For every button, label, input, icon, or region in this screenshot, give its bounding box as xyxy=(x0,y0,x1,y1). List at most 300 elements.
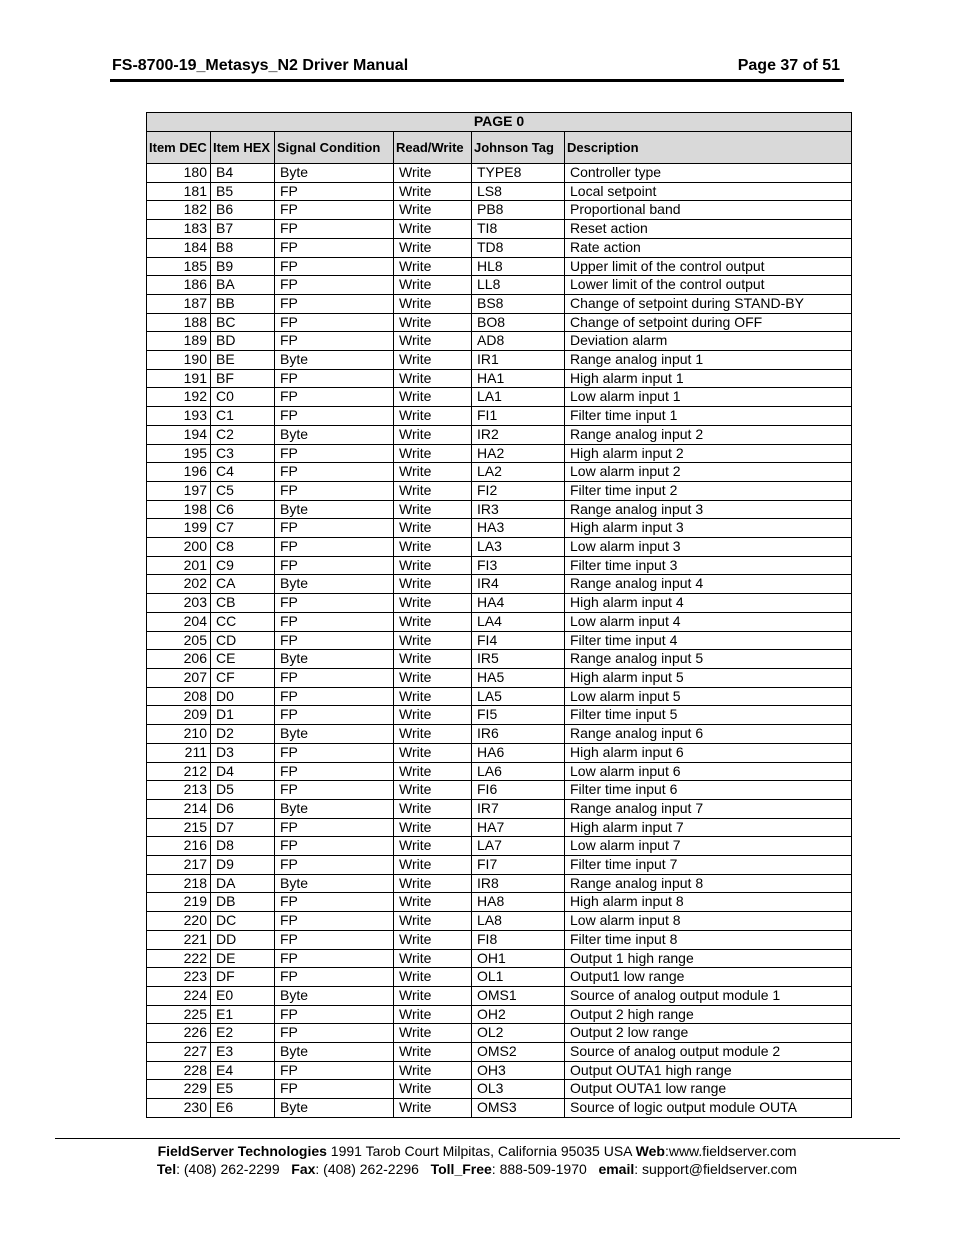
column-header: Johnson Tag xyxy=(472,132,565,164)
item-hex-cell: C2 xyxy=(211,425,275,444)
item-dec-cell: 209 xyxy=(147,706,211,725)
item-hex-cell: D7 xyxy=(211,818,275,837)
johnson-tag-cell: OH1 xyxy=(472,949,565,968)
column-header: Item DEC xyxy=(147,132,211,164)
table-row xyxy=(147,369,852,388)
item-hex-cell: E0 xyxy=(211,986,275,1005)
signal-condition-cell: Byte xyxy=(275,725,394,744)
item-hex-cell: E3 xyxy=(211,1043,275,1062)
table-row xyxy=(147,294,852,313)
table-row xyxy=(147,407,852,426)
johnson-tag-cell: OMS2 xyxy=(472,1043,565,1062)
signal-condition-cell: FP xyxy=(275,444,394,463)
johnson-tag-cell: LS8 xyxy=(472,182,565,201)
item-hex-cell: B4 xyxy=(211,164,275,183)
signal-condition-cell: FP xyxy=(275,238,394,257)
johnson-tag-cell: HA6 xyxy=(472,743,565,762)
item-hex-cell: C6 xyxy=(211,500,275,519)
column-header: Read/Write xyxy=(394,132,472,164)
item-hex-cell: B7 xyxy=(211,220,275,239)
item-hex-cell: B5 xyxy=(211,182,275,201)
read-write-cell: Write xyxy=(394,594,472,613)
item-dec-cell: 215 xyxy=(147,818,211,837)
table-row xyxy=(147,463,852,482)
table-row xyxy=(147,1061,852,1080)
johnson-tag-cell: IR6 xyxy=(472,725,565,744)
read-write-cell: Write xyxy=(394,481,472,500)
column-header: Item HEX xyxy=(211,132,275,164)
item-dec-cell: 229 xyxy=(147,1080,211,1099)
description-cell: Filter time input 2 xyxy=(565,481,852,500)
description-cell: Range analog input 4 xyxy=(565,575,852,594)
item-dec-cell: 187 xyxy=(147,294,211,313)
table-row xyxy=(147,781,852,800)
read-write-cell: Write xyxy=(394,351,472,370)
description-cell: Reset action xyxy=(565,220,852,239)
item-hex-cell: B9 xyxy=(211,257,275,276)
johnson-tag-cell: HA4 xyxy=(472,594,565,613)
page-header xyxy=(110,57,844,82)
signal-condition-cell: FP xyxy=(275,407,394,426)
item-hex-cell: C8 xyxy=(211,538,275,557)
table-row xyxy=(147,837,852,856)
item-dec-cell: 220 xyxy=(147,912,211,931)
johnson-tag-cell: OMS3 xyxy=(472,1099,565,1118)
read-write-cell: Write xyxy=(394,1099,472,1118)
item-hex-cell: C7 xyxy=(211,519,275,538)
item-dec-cell: 199 xyxy=(147,519,211,538)
read-write-cell: Write xyxy=(394,725,472,744)
read-write-cell: Write xyxy=(394,313,472,332)
read-write-cell: Write xyxy=(394,463,472,482)
description-cell: Source of analog output module 2 xyxy=(565,1043,852,1062)
signal-condition-cell: FP xyxy=(275,706,394,725)
document-title: FS-8700-19_Metasys_N2 Driver Manual xyxy=(112,57,409,74)
signal-condition-cell: Byte xyxy=(275,500,394,519)
item-dec-cell: 223 xyxy=(147,968,211,987)
read-write-cell: Write xyxy=(394,893,472,912)
read-write-cell: Write xyxy=(394,631,472,650)
description-cell: Range analog input 5 xyxy=(565,650,852,669)
item-dec-cell: 227 xyxy=(147,1043,211,1062)
description-cell: Filter time input 7 xyxy=(565,856,852,875)
description-cell: Output OUTA1 high range xyxy=(565,1061,852,1080)
signal-condition-cell: Byte xyxy=(275,1099,394,1118)
description-cell: Range analog input 3 xyxy=(565,500,852,519)
read-write-cell: Write xyxy=(394,238,472,257)
item-dec-cell: 206 xyxy=(147,650,211,669)
description-cell: Lower limit of the control output xyxy=(565,276,852,295)
footer-fax-value: : (408) 262-2296 xyxy=(315,1161,431,1177)
table-row xyxy=(147,687,852,706)
item-hex-cell: D3 xyxy=(211,743,275,762)
signal-condition-cell: FP xyxy=(275,313,394,332)
description-cell: Low alarm input 4 xyxy=(565,612,852,631)
table-row xyxy=(147,1043,852,1062)
description-cell: Source of analog output module 1 xyxy=(565,986,852,1005)
description-cell: Range analog input 1 xyxy=(565,351,852,370)
signal-condition-cell: FP xyxy=(275,762,394,781)
item-dec-cell: 185 xyxy=(147,257,211,276)
description-cell: Low alarm input 3 xyxy=(565,538,852,557)
footer-tollfree-value: : 888-509-1970 xyxy=(491,1161,599,1177)
description-cell: Filter time input 1 xyxy=(565,407,852,426)
table-row xyxy=(147,799,852,818)
item-hex-cell: DA xyxy=(211,874,275,893)
table-row xyxy=(147,519,852,538)
item-dec-cell: 201 xyxy=(147,556,211,575)
description-cell: Change of setpoint during OFF xyxy=(565,313,852,332)
table-row xyxy=(147,650,852,669)
item-hex-cell: D8 xyxy=(211,837,275,856)
item-hex-cell: CE xyxy=(211,650,275,669)
description-cell: Change of setpoint during STAND-BY xyxy=(565,294,852,313)
description-cell: Filter time input 4 xyxy=(565,631,852,650)
signal-condition-cell: Byte xyxy=(275,650,394,669)
signal-condition-cell: Byte xyxy=(275,351,394,370)
item-dec-cell: 228 xyxy=(147,1061,211,1080)
read-write-cell: Write xyxy=(394,388,472,407)
johnson-tag-cell: IR1 xyxy=(472,351,565,370)
read-write-cell: Write xyxy=(394,706,472,725)
item-dec-cell: 203 xyxy=(147,594,211,613)
description-cell: Upper limit of the control output xyxy=(565,257,852,276)
item-hex-cell: C3 xyxy=(211,444,275,463)
description-cell: High alarm input 5 xyxy=(565,668,852,687)
table-caption: PAGE 0 xyxy=(147,113,852,132)
item-hex-cell: E4 xyxy=(211,1061,275,1080)
johnson-tag-cell: LA4 xyxy=(472,612,565,631)
read-write-cell: Write xyxy=(394,500,472,519)
item-dec-cell: 222 xyxy=(147,949,211,968)
table-row xyxy=(147,706,852,725)
johnson-tag-cell: FI8 xyxy=(472,930,565,949)
table-row xyxy=(147,743,852,762)
signal-condition-cell: FP xyxy=(275,463,394,482)
table-row xyxy=(147,388,852,407)
footer-tel-label: Tel xyxy=(156,1161,177,1177)
signal-condition-cell: Byte xyxy=(275,575,394,594)
item-dec-cell: 202 xyxy=(147,575,211,594)
description-cell: Low alarm input 8 xyxy=(565,912,852,931)
item-dec-cell: 191 xyxy=(147,369,211,388)
item-dec-cell: 221 xyxy=(147,930,211,949)
signal-condition-cell: FP xyxy=(275,182,394,201)
read-write-cell: Write xyxy=(394,856,472,875)
item-hex-cell: E5 xyxy=(211,1080,275,1099)
signal-condition-cell: FP xyxy=(275,257,394,276)
description-cell: Source of logic output module OUTA xyxy=(565,1099,852,1118)
signal-condition-cell: FP xyxy=(275,949,394,968)
table-row xyxy=(147,332,852,351)
table-body xyxy=(147,164,852,1118)
signal-condition-cell: FP xyxy=(275,1061,394,1080)
read-write-cell: Write xyxy=(394,986,472,1005)
johnson-tag-cell: LA6 xyxy=(472,762,565,781)
item-hex-cell: BA xyxy=(211,276,275,295)
description-cell: Rate action xyxy=(565,238,852,257)
description-cell: Filter time input 3 xyxy=(565,556,852,575)
footer-line-1 xyxy=(0,1143,954,1159)
item-dec-cell: 211 xyxy=(147,743,211,762)
description-cell: Proportional band xyxy=(565,201,852,220)
table-row xyxy=(147,1099,852,1118)
read-write-cell: Write xyxy=(394,837,472,856)
item-hex-cell: BB xyxy=(211,294,275,313)
item-dec-cell: 226 xyxy=(147,1024,211,1043)
table-row xyxy=(147,201,852,220)
read-write-cell: Write xyxy=(394,538,472,557)
item-dec-cell: 219 xyxy=(147,893,211,912)
item-dec-cell: 207 xyxy=(147,668,211,687)
read-write-cell: Write xyxy=(394,874,472,893)
item-dec-cell: 213 xyxy=(147,781,211,800)
read-write-cell: Write xyxy=(394,294,472,313)
footer-line-2 xyxy=(0,1161,954,1177)
johnson-tag-cell: HL8 xyxy=(472,257,565,276)
description-cell: High alarm input 2 xyxy=(565,444,852,463)
footer-address: 1991 Tarob Court Milpitas, California 95035 USA xyxy=(326,1143,636,1159)
item-dec-cell: 210 xyxy=(147,725,211,744)
johnson-tag-cell: IR2 xyxy=(472,425,565,444)
table-row xyxy=(147,182,852,201)
table-row xyxy=(147,220,852,239)
table-row xyxy=(147,556,852,575)
item-hex-cell: BC xyxy=(211,313,275,332)
item-hex-cell: D1 xyxy=(211,706,275,725)
read-write-cell: Write xyxy=(394,762,472,781)
item-dec-cell: 204 xyxy=(147,612,211,631)
table-row xyxy=(147,893,852,912)
table-row xyxy=(147,949,852,968)
item-hex-cell: D0 xyxy=(211,687,275,706)
description-cell: Local setpoint xyxy=(565,182,852,201)
item-hex-cell: BD xyxy=(211,332,275,351)
signal-condition-cell: FP xyxy=(275,594,394,613)
item-dec-cell: 196 xyxy=(147,463,211,482)
johnson-tag-cell: IR8 xyxy=(472,874,565,893)
item-dec-cell: 200 xyxy=(147,538,211,557)
johnson-tag-cell: TYPE8 xyxy=(472,164,565,183)
table-row xyxy=(147,481,852,500)
item-hex-cell: BE xyxy=(211,351,275,370)
item-hex-cell: CF xyxy=(211,668,275,687)
signal-condition-cell: FP xyxy=(275,818,394,837)
johnson-tag-cell: FI2 xyxy=(472,481,565,500)
johnson-tag-cell: LA3 xyxy=(472,538,565,557)
footer-tollfree-label: Toll_Free xyxy=(430,1161,492,1177)
read-write-cell: Write xyxy=(394,799,472,818)
read-write-cell: Write xyxy=(394,556,472,575)
item-hex-cell: DB xyxy=(211,893,275,912)
item-hex-cell: C4 xyxy=(211,463,275,482)
table-row xyxy=(147,986,852,1005)
table-row xyxy=(147,762,852,781)
signal-condition-cell: FP xyxy=(275,631,394,650)
signal-condition-cell: FP xyxy=(275,781,394,800)
item-hex-cell: D9 xyxy=(211,856,275,875)
table-row xyxy=(147,238,852,257)
johnson-tag-cell: FI6 xyxy=(472,781,565,800)
read-write-cell: Write xyxy=(394,369,472,388)
item-hex-cell: E6 xyxy=(211,1099,275,1118)
item-hex-cell: C9 xyxy=(211,556,275,575)
signal-condition-cell: FP xyxy=(275,1005,394,1024)
description-cell: High alarm input 8 xyxy=(565,893,852,912)
read-write-cell: Write xyxy=(394,743,472,762)
signal-condition-cell: FP xyxy=(275,668,394,687)
signal-condition-cell: FP xyxy=(275,538,394,557)
description-cell: Range analog input 2 xyxy=(565,425,852,444)
table-row xyxy=(147,818,852,837)
signal-condition-cell: FP xyxy=(275,912,394,931)
johnson-tag-cell: FI3 xyxy=(472,556,565,575)
read-write-cell: Write xyxy=(394,575,472,594)
item-dec-cell: 197 xyxy=(147,481,211,500)
table-row xyxy=(147,444,852,463)
item-hex-cell: DD xyxy=(211,930,275,949)
table-row xyxy=(147,500,852,519)
johnson-tag-cell: HA7 xyxy=(472,818,565,837)
johnson-tag-cell: FI1 xyxy=(472,407,565,426)
johnson-tag-cell: HA5 xyxy=(472,668,565,687)
read-write-cell: Write xyxy=(394,519,472,538)
item-hex-cell: C5 xyxy=(211,481,275,500)
item-hex-cell: C1 xyxy=(211,407,275,426)
table-row xyxy=(147,912,852,931)
item-dec-cell: 188 xyxy=(147,313,211,332)
footer-email-label: email xyxy=(598,1161,635,1177)
description-cell: High alarm input 6 xyxy=(565,743,852,762)
description-cell: Low alarm input 7 xyxy=(565,837,852,856)
item-dec-cell: 190 xyxy=(147,351,211,370)
read-write-cell: Write xyxy=(394,949,472,968)
read-write-cell: Write xyxy=(394,182,472,201)
table-row xyxy=(147,575,852,594)
item-hex-cell: D4 xyxy=(211,762,275,781)
signal-condition-cell: FP xyxy=(275,294,394,313)
read-write-cell: Write xyxy=(394,257,472,276)
johnson-tag-cell: LA8 xyxy=(472,912,565,931)
item-dec-cell: 208 xyxy=(147,687,211,706)
description-cell: High alarm input 3 xyxy=(565,519,852,538)
item-dec-cell: 198 xyxy=(147,500,211,519)
table-row xyxy=(147,725,852,744)
signal-condition-cell: FP xyxy=(275,201,394,220)
item-dec-cell: 180 xyxy=(147,164,211,183)
description-cell: High alarm input 7 xyxy=(565,818,852,837)
table-row xyxy=(147,538,852,557)
johnson-tag-cell: LA2 xyxy=(472,463,565,482)
read-write-cell: Write xyxy=(394,407,472,426)
item-dec-cell: 194 xyxy=(147,425,211,444)
signal-condition-cell: Byte xyxy=(275,164,394,183)
read-write-cell: Write xyxy=(394,687,472,706)
table-row xyxy=(147,1080,852,1099)
description-cell: Filter time input 8 xyxy=(565,930,852,949)
signal-condition-cell: Byte xyxy=(275,425,394,444)
signal-condition-cell: FP xyxy=(275,743,394,762)
item-hex-cell: E1 xyxy=(211,1005,275,1024)
read-write-cell: Write xyxy=(394,968,472,987)
page-number: Page 37 of 51 xyxy=(737,57,840,74)
item-dec-cell: 181 xyxy=(147,182,211,201)
table-row xyxy=(147,594,852,613)
table-row xyxy=(147,930,852,949)
signal-condition-cell: FP xyxy=(275,369,394,388)
footer-fax-label: Fax xyxy=(291,1161,316,1177)
item-dec-cell: 205 xyxy=(147,631,211,650)
johnson-tag-cell: BO8 xyxy=(472,313,565,332)
johnson-tag-cell: PB8 xyxy=(472,201,565,220)
item-dec-cell: 212 xyxy=(147,762,211,781)
item-hex-cell: C0 xyxy=(211,388,275,407)
read-write-cell: Write xyxy=(394,930,472,949)
read-write-cell: Write xyxy=(394,781,472,800)
description-cell: Output 1 high range xyxy=(565,949,852,968)
description-cell: Output 2 low range xyxy=(565,1024,852,1043)
read-write-cell: Write xyxy=(394,444,472,463)
table-header-row xyxy=(147,132,852,164)
description-cell: Low alarm input 2 xyxy=(565,463,852,482)
item-hex-cell: B8 xyxy=(211,238,275,257)
item-dec-cell: 192 xyxy=(147,388,211,407)
table-row xyxy=(147,1024,852,1043)
table-row xyxy=(147,351,852,370)
johnson-tag-cell: LL8 xyxy=(472,276,565,295)
footer-company: FieldServer Technologies xyxy=(157,1143,327,1159)
item-dec-cell: 218 xyxy=(147,874,211,893)
johnson-tag-cell: IR5 xyxy=(472,650,565,669)
johnson-tag-cell: HA8 xyxy=(472,893,565,912)
item-hex-cell: E2 xyxy=(211,1024,275,1043)
footer-web-value: :www.fieldserver.com xyxy=(664,1143,797,1159)
read-write-cell: Write xyxy=(394,276,472,295)
description-cell: Output1 low range xyxy=(565,968,852,987)
table-row xyxy=(147,856,852,875)
table-row xyxy=(147,164,852,183)
signal-condition-cell: FP xyxy=(275,1024,394,1043)
read-write-cell: Write xyxy=(394,1080,472,1099)
item-dec-cell: 225 xyxy=(147,1005,211,1024)
item-hex-cell: B6 xyxy=(211,201,275,220)
footer-divider xyxy=(55,1138,900,1139)
signal-condition-cell: FP xyxy=(275,332,394,351)
johnson-tag-cell: HA3 xyxy=(472,519,565,538)
table-row xyxy=(147,631,852,650)
johnson-tag-cell: OH2 xyxy=(472,1005,565,1024)
item-dec-cell: 214 xyxy=(147,799,211,818)
item-dec-cell: 224 xyxy=(147,986,211,1005)
signal-condition-cell: FP xyxy=(275,837,394,856)
read-write-cell: Write xyxy=(394,425,472,444)
description-cell: Output 2 high range xyxy=(565,1005,852,1024)
item-hex-cell: CD xyxy=(211,631,275,650)
item-dec-cell: 230 xyxy=(147,1099,211,1118)
signal-condition-cell: FP xyxy=(275,388,394,407)
signal-condition-cell: FP xyxy=(275,687,394,706)
description-cell: Range analog input 6 xyxy=(565,725,852,744)
johnson-tag-cell: TI8 xyxy=(472,220,565,239)
signal-condition-cell: FP xyxy=(275,612,394,631)
item-hex-cell: CA xyxy=(211,575,275,594)
johnson-tag-cell: IR4 xyxy=(472,575,565,594)
read-write-cell: Write xyxy=(394,1005,472,1024)
johnson-tag-cell: LA1 xyxy=(472,388,565,407)
item-hex-cell: BF xyxy=(211,369,275,388)
read-write-cell: Write xyxy=(394,650,472,669)
table-row xyxy=(147,425,852,444)
